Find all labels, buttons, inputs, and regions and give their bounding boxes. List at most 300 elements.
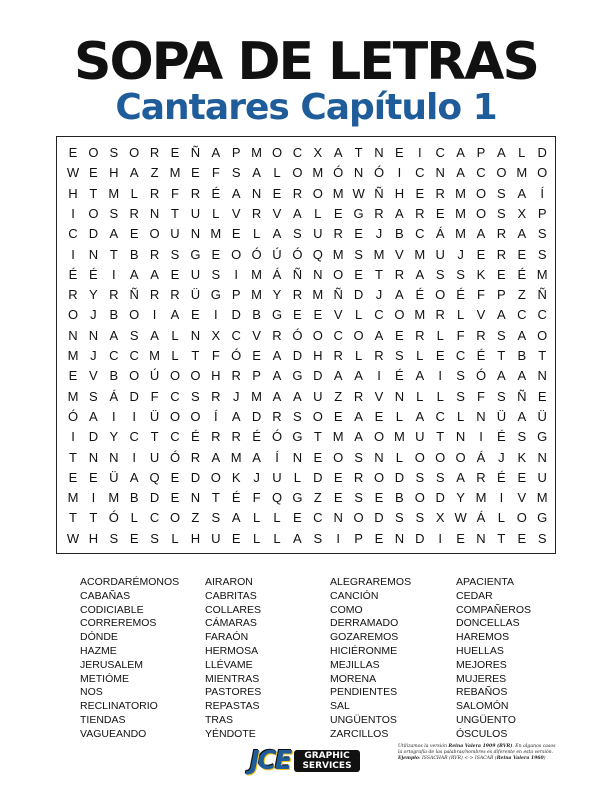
grid-letter: A — [109, 226, 119, 242]
grid-letter: D — [292, 348, 303, 363]
grid-letter: Ü — [496, 408, 507, 424]
grid-letter: J — [90, 348, 97, 363]
word-item: ALEGRAREMOS — [330, 576, 412, 588]
grid-letter: Q — [312, 246, 323, 262]
grid-letter: N — [374, 145, 384, 160]
word-item: APACIENTA — [456, 576, 514, 588]
grid-letter: A — [354, 408, 363, 424]
word-item: GOZAREMOS — [330, 631, 399, 644]
grid-letter: A — [293, 530, 302, 546]
grid-letter: D — [313, 368, 323, 384]
grid-letter: A — [354, 368, 363, 384]
grid-letter: N — [190, 490, 201, 506]
grid-letter: Í — [540, 185, 544, 201]
grid-letter: R — [496, 246, 507, 262]
grid-letter: R — [149, 185, 160, 201]
grid-letter: N — [333, 510, 343, 526]
grid-letter: G — [292, 368, 303, 384]
grid-letter: T — [69, 510, 77, 526]
grid-letter: I — [336, 530, 340, 546]
grid-letter: Ó — [292, 327, 303, 343]
grid-letter: S — [89, 388, 98, 404]
grid-letter: M — [251, 266, 263, 282]
grid-letter: K — [517, 449, 527, 465]
grid-letter: L — [354, 348, 363, 363]
grid-letter: B — [395, 490, 404, 506]
grid-letter: T — [436, 429, 445, 445]
grid-letter: Z — [517, 287, 526, 303]
grid-letter: G — [537, 510, 548, 526]
word-item: ACORDARÉMONOS — [80, 576, 180, 588]
word-item: SAL — [330, 700, 350, 713]
grid-letter: Ñ — [190, 145, 201, 160]
word-item: REBAÑOS — [456, 686, 508, 699]
grid-letter: A — [415, 408, 425, 424]
grid-letter: A — [293, 388, 302, 404]
grid-letter: T — [191, 348, 200, 363]
grid-letter: Ñ — [292, 266, 303, 282]
grid-letter: T — [313, 429, 322, 445]
grid-letter: S — [170, 246, 180, 262]
word-item: REPASTAS — [205, 700, 260, 713]
grid-letter: A — [333, 145, 343, 160]
grid-letter: A — [374, 327, 384, 343]
grid-letter: Ñ — [537, 287, 547, 303]
grid-letter: Á — [476, 449, 486, 465]
grid-letter: I — [111, 266, 116, 282]
grid-letter: Ó — [231, 348, 242, 363]
grid-letter: M — [251, 388, 263, 404]
grid-row — [57, 265, 557, 285]
grid-letter: E — [191, 165, 200, 181]
grid-letter: J — [375, 226, 383, 242]
grid-letter: J — [375, 287, 383, 303]
grid-letter: S — [435, 266, 445, 282]
grid-letter: C — [292, 145, 303, 160]
grid-letter: A — [211, 449, 221, 465]
grid-letter: U — [149, 449, 160, 465]
grid-letter: T — [354, 145, 363, 160]
word-item: UNGÜENTOS — [330, 713, 397, 726]
grid-letter: E — [374, 530, 384, 546]
grid-letter: C — [68, 226, 78, 242]
grid-letter: R — [292, 185, 303, 201]
grid-row — [57, 143, 557, 163]
grid-letter: O — [516, 510, 527, 526]
grid-letter: R — [292, 287, 303, 303]
grid-letter: O — [129, 145, 140, 160]
grid-letter: L — [395, 408, 403, 424]
grid-letter: A — [517, 408, 527, 424]
grid-letter: N — [88, 246, 99, 262]
grid-letter: O — [333, 266, 344, 282]
grid-letter: Ó — [67, 408, 79, 424]
grid-letter: Ü — [537, 408, 547, 424]
grid-letter: A — [129, 165, 139, 181]
grid-letter: S — [354, 490, 363, 506]
grid-letter: I — [132, 449, 136, 465]
grid-letter: L — [252, 226, 261, 242]
grid-letter: T — [375, 266, 383, 282]
grid-row — [57, 366, 557, 386]
grid-letter: E — [476, 246, 486, 262]
grid-letter: R — [374, 205, 384, 221]
grid-letter: R — [415, 327, 425, 343]
grid-letter: A — [231, 408, 241, 424]
grid-letter: É — [252, 429, 261, 445]
grid-letter: O — [169, 510, 181, 526]
grid-letter: X — [211, 327, 221, 343]
grid-letter: E — [374, 490, 384, 506]
grid-letter: X — [435, 510, 445, 526]
grid-letter: O — [169, 368, 181, 384]
grid-letter: Ñ — [374, 185, 384, 201]
grid-letter: R — [333, 348, 343, 363]
grid-letter: V — [374, 388, 384, 404]
grid-letter: E — [497, 266, 506, 282]
grid-letter: Á — [435, 226, 445, 242]
word-item: FARAÓN — [205, 631, 249, 644]
grid-letter: A — [497, 145, 506, 160]
grid-letter: A — [272, 348, 282, 363]
grid-letter: S — [211, 510, 221, 526]
grid-letter: N — [68, 327, 78, 343]
grid-letter: I — [111, 408, 116, 424]
word-item: DERRAMADO — [330, 617, 399, 630]
grid-letter: M — [251, 287, 263, 303]
grid-letter: E — [354, 266, 363, 282]
grid-letter: E — [211, 246, 221, 262]
grid-letter: H — [109, 165, 119, 181]
grid-letter: E — [456, 530, 465, 546]
grid-row — [57, 245, 557, 265]
grid-letter: O — [190, 408, 201, 424]
grid-letter: A — [395, 287, 404, 303]
grid-letter: J — [498, 449, 505, 465]
grid-letter: O — [129, 307, 140, 323]
puzzle-title: SOPA DE LETRAS — [74, 32, 538, 92]
grid-letter: V — [272, 205, 282, 221]
grid-letter: Ó — [169, 449, 181, 465]
grid-letter: C — [333, 327, 343, 343]
grid-letter: L — [212, 205, 220, 221]
grid-letter: O — [475, 205, 487, 221]
grid-letter: D — [415, 530, 425, 546]
grid-letter: M — [149, 348, 161, 363]
word-item: COLLARES — [205, 603, 262, 616]
grid-letter: R — [109, 287, 119, 303]
grid-letter: R — [435, 307, 445, 323]
grid-letter: C — [313, 510, 323, 526]
grid-letter: M — [393, 429, 405, 445]
note-bold-1: Reina Valera 1909 (RVR) — [448, 744, 513, 749]
grid-letter: N — [537, 449, 547, 465]
grid-letter: F — [252, 490, 261, 506]
grid-letter: J — [253, 469, 260, 485]
grid-letter: J — [232, 388, 240, 404]
grid-letter: N — [149, 205, 160, 221]
grid-letter: E — [354, 226, 363, 242]
grid-letter: H — [190, 530, 201, 546]
grid-letter: É — [456, 287, 465, 303]
grid-letter: O — [496, 165, 507, 181]
grid-letter: G — [537, 429, 548, 445]
word-item: DÓNDE — [80, 631, 118, 644]
grid-letter: R — [251, 205, 262, 221]
grid-letter: E — [89, 165, 98, 181]
grid-letter: É — [89, 266, 98, 282]
grid-letter: B — [109, 307, 119, 323]
grid-letter: I — [234, 266, 238, 282]
grid-letter: A — [272, 368, 282, 384]
grid-letter: É — [517, 266, 527, 282]
word-item: CABRITAS — [205, 589, 257, 602]
word-item: AIRARON — [205, 576, 253, 588]
grid-letter: L — [252, 530, 261, 546]
grid-letter: E — [517, 246, 527, 262]
grid-letter: S — [456, 388, 465, 404]
grid-letter: D — [88, 429, 99, 445]
grid-letter: L — [171, 348, 179, 363]
grid-letter: Z — [334, 388, 343, 404]
grid-letter: A — [517, 226, 527, 242]
grid-letter: A — [456, 469, 465, 485]
grid-letter: U — [211, 530, 221, 546]
grid-letter: O — [312, 408, 323, 424]
grid-letter: J — [90, 307, 97, 323]
grid-letter: A — [129, 266, 139, 282]
grid-letter: O — [67, 307, 79, 323]
grid-letter: A — [272, 226, 282, 242]
grid-letter: M — [536, 490, 548, 506]
grid-letter: S — [231, 165, 241, 181]
grid-row — [57, 529, 557, 549]
grid-letter: Á — [272, 266, 282, 282]
grid-letter: I — [397, 165, 402, 181]
grid-letter: N — [394, 530, 405, 546]
grid-letter: A — [231, 185, 241, 201]
grid-letter: N — [313, 266, 323, 282]
grid-letter: Y — [89, 287, 98, 303]
grid-letter: A — [476, 226, 486, 242]
grid-letter: R — [435, 185, 445, 201]
grid-letter: E — [293, 510, 302, 526]
note-text-2: . En algunos casos la ortografía de las palabras/nombres es diferente en esta versión. — [398, 744, 556, 755]
grid-letter: A — [517, 368, 527, 384]
word-item: ÓSCULOS — [456, 727, 508, 740]
grid-letter: S — [129, 327, 139, 343]
grid-letter: L — [518, 145, 526, 160]
grid-letter: Ó — [373, 165, 385, 181]
grid-row — [57, 285, 557, 305]
grid-letter: R — [190, 185, 201, 201]
grid-letter: Ü — [149, 408, 160, 424]
grid-letter: V — [252, 327, 261, 343]
grid-letter: M — [251, 145, 263, 160]
grid-letter: I — [438, 530, 442, 546]
grid-letter: Q — [271, 490, 283, 506]
grid-letter: O — [353, 327, 364, 343]
grid-letter: H — [394, 185, 405, 201]
grid-letter: M — [67, 490, 79, 506]
grid-letter: P — [537, 205, 547, 221]
grid-letter: B — [129, 246, 139, 262]
grid-letter: R — [272, 327, 282, 343]
grid-letter: M — [210, 226, 222, 242]
grid-letter: W — [66, 530, 80, 546]
grid-letter: O — [435, 287, 446, 303]
grid-letter: E — [68, 469, 78, 485]
grid-letter: F — [211, 348, 220, 363]
grid-letter: M — [108, 185, 120, 201]
grid-letter: É — [211, 185, 221, 201]
grid-letter: Ó — [271, 429, 283, 445]
grid-letter: Ü — [109, 469, 119, 485]
grid-letter: E — [129, 530, 139, 546]
letter-grid — [56, 136, 556, 554]
logo-line1: GRAPHIC — [304, 751, 350, 761]
grid-letter: W — [454, 510, 467, 526]
grid-letter: U — [313, 226, 323, 242]
grid-letter: S — [109, 145, 119, 160]
grid-letter: G — [210, 287, 221, 303]
grid-letter: M — [455, 226, 467, 242]
grid-letter: U — [435, 246, 445, 262]
grid-letter: Ó — [333, 165, 344, 181]
word-item: HUELLAS — [456, 644, 504, 657]
word-item: TIENDAS — [80, 713, 126, 726]
grid-letter: P — [497, 287, 506, 303]
grid-letter: A — [211, 145, 221, 160]
grid-letter: Ó — [475, 368, 487, 384]
grid-letter: I — [91, 490, 96, 506]
grid-letter: O — [312, 327, 323, 343]
grid-letter: S — [537, 226, 547, 242]
grid-letter: Í — [213, 408, 218, 424]
word-item: CORREREMOS — [80, 617, 157, 630]
grid-letter: S — [293, 408, 302, 424]
grid-letter: B — [129, 490, 139, 506]
grid-letter: I — [71, 246, 75, 262]
grid-letter: N — [353, 165, 364, 181]
word-item: NOS — [80, 686, 103, 699]
grid-letter: E — [395, 145, 404, 160]
grid-letter: N — [190, 327, 201, 343]
grid-letter: R — [476, 327, 486, 343]
grid-letter: U — [170, 226, 180, 242]
grid-letter: S — [435, 469, 445, 485]
grid-row — [57, 427, 557, 447]
grid-letter: E — [435, 205, 445, 221]
grid-letter: Y — [456, 490, 465, 506]
grid-letter: M — [332, 185, 344, 201]
grid-letter: O — [231, 246, 242, 262]
grid-letter: J — [457, 246, 464, 262]
grid-letter: G — [292, 490, 303, 506]
grid-letter: A — [517, 185, 527, 201]
grid-letter: L — [130, 185, 138, 201]
word-item: YÉNDOTE — [205, 727, 256, 740]
grid-letter: Z — [191, 510, 200, 526]
grid-letter: H — [68, 185, 78, 201]
grid-letter: O — [394, 307, 405, 323]
grid-letter: S — [497, 185, 506, 201]
grid-letter: T — [497, 348, 506, 363]
grid-letter: F — [477, 388, 485, 404]
grid-letter: W — [352, 185, 365, 201]
logo-line2: SERVICES — [302, 761, 352, 771]
grid-letter: L — [416, 388, 424, 404]
grid-letter: R — [231, 429, 241, 445]
grid-row — [57, 326, 557, 346]
grid-letter: O — [373, 469, 385, 485]
grid-letter: A — [517, 327, 527, 343]
grid-letter: A — [497, 368, 506, 384]
grid-letter: A — [415, 266, 425, 282]
grid-letter: S — [109, 530, 119, 546]
publisher-logo — [250, 746, 362, 776]
grid-letter: E — [313, 307, 323, 323]
grid-letter: C — [517, 307, 527, 323]
grid-letter: S — [456, 266, 465, 282]
grid-letter: T — [109, 246, 118, 262]
grid-letter: E — [129, 226, 139, 242]
grid-letter: E — [170, 145, 180, 160]
word-item: TRAS — [205, 713, 234, 726]
word-item: CANCIÓN — [330, 589, 379, 602]
grid-letter: E — [333, 408, 343, 424]
grid-letter: Í — [275, 449, 279, 465]
word-item: METIÓME — [80, 672, 129, 685]
grid-letter: L — [497, 510, 505, 526]
word-item: CÁMARAS — [205, 617, 257, 630]
grid-letter: T — [171, 205, 179, 221]
grid-letter: T — [497, 530, 506, 546]
word-column — [330, 576, 470, 742]
grid-letter: N — [88, 449, 99, 465]
grid-letter: É — [395, 368, 404, 384]
word-item: VAGUEANDO — [80, 727, 147, 740]
grid-letter: S — [191, 388, 200, 404]
grid-letter: R — [211, 429, 221, 445]
grid-letter: L — [273, 510, 281, 526]
version-note — [398, 744, 558, 762]
grid-letter: D — [231, 307, 241, 323]
grid-letter: E — [333, 490, 343, 506]
grid-letter: R — [394, 266, 405, 282]
grid-letter: M — [312, 165, 324, 181]
grid-letter: A — [150, 327, 159, 343]
grid-letter: E — [395, 327, 404, 343]
grid-letter: N — [374, 449, 384, 465]
grid-letter: D — [353, 287, 364, 303]
grid-letter: É — [68, 266, 78, 282]
grid-row — [57, 407, 557, 427]
grid-letter: A — [456, 165, 465, 181]
grid-letter: D — [149, 490, 160, 506]
grid-letter: Ó — [108, 510, 119, 526]
grid-letter: L — [273, 165, 281, 181]
grid-letter: E — [517, 530, 527, 546]
grid-letter: M — [169, 165, 181, 181]
grid-letter: A — [497, 307, 506, 323]
grid-letter: S — [313, 530, 323, 546]
word-item: LLÉVAME — [205, 658, 253, 671]
grid-letter: A — [333, 368, 343, 384]
grid-letter: D — [394, 469, 405, 485]
grid-letter: O — [169, 408, 181, 424]
grid-letter: A — [415, 368, 425, 384]
